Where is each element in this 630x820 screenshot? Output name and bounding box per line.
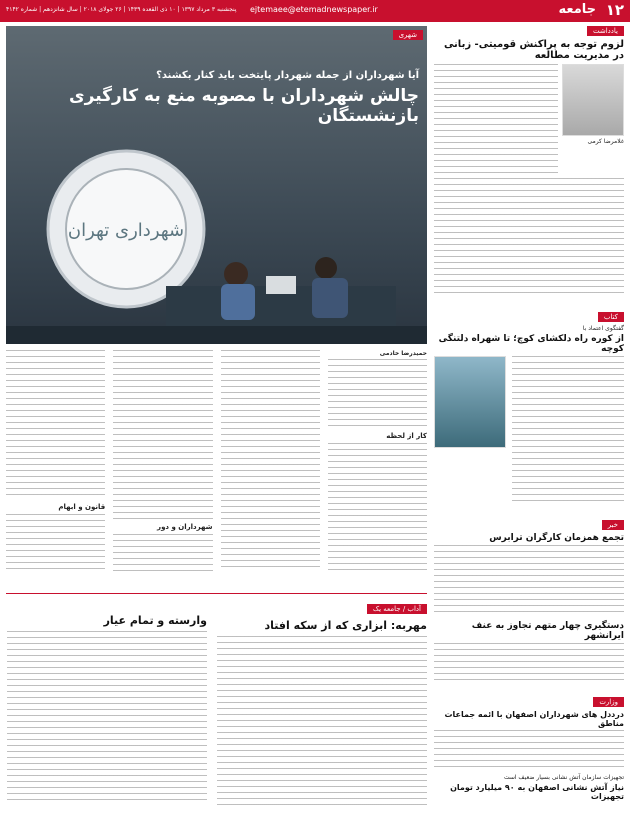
fifth-title: درددل های شهرداران اصفهان با ائمه جماعات مناطق	[444, 710, 624, 728]
second-title: از کوره راه دلکشای کوچ؛ تا شهراه دلتنگی کوچه	[438, 334, 624, 354]
fifth-body-text	[434, 730, 624, 770]
second-tag: کتاب	[598, 312, 624, 322]
workers-icon	[166, 246, 396, 326]
date-line: پنجشنبه ۳ مرداد ۱۳۹۷ | ۱۰ ذی القعده ۱۴۳۹ | ۲۶ جولای ۲۰۱۸ | سال شانزدهم | شماره ۴۱۴۲	[6, 6, 237, 13]
top-bar	[0, 0, 630, 22]
article-subhead-2: شهرداران و دور	[157, 523, 213, 531]
section-title: جامعه	[558, 2, 596, 17]
hero-photo	[6, 26, 427, 344]
right-column	[434, 26, 624, 803]
article-subhead-1: کار از لحظه	[386, 432, 427, 440]
bottom-divider	[6, 593, 427, 594]
second-kicker: گفتگوی اعتماد با	[582, 325, 624, 332]
article-subhead-3: قانون و ابهام	[58, 503, 106, 511]
sixth-kicker: تجهیزات سازمان آتش نشانی بسیار ضعیف است	[503, 774, 624, 781]
third-body-text	[434, 545, 624, 615]
article-col-1a	[328, 359, 427, 429]
article-col-4a	[6, 350, 105, 500]
article-col-3b	[113, 534, 212, 574]
hero-kicker: آیا شهرداران از جمله شهردار پایتخت باید کنار بکشند؟	[156, 70, 419, 81]
fourth-body-text	[434, 643, 624, 683]
article-col-4b	[6, 514, 105, 574]
right-title: لزوم توجه به پراکنش قومیتی- زبانی در مدیریت مطالعه	[443, 39, 624, 61]
article-byline: حمیدرضا خادمی	[379, 350, 427, 357]
bottom-section	[6, 596, 427, 806]
bottom-body-left	[7, 631, 207, 801]
bottom-tag: آداب / جامعه یک	[367, 604, 427, 614]
fifth-tag: وزارت	[593, 697, 624, 707]
bottom-title-left: وارسته و تمام عیار	[103, 614, 207, 627]
second-body-text	[512, 356, 624, 506]
bottom-body-right	[217, 636, 427, 806]
page-number: ۱۲	[605, 1, 624, 19]
sixth-title: نیاز آتش نشانی اصفهان به ۹۰ میلیارد تومان تجهیزات	[450, 783, 624, 801]
right-tag: یادداشت	[587, 26, 624, 36]
bottom-title-right: مهربه: ابزاری که از سکه افتاد	[264, 619, 427, 632]
main-article	[6, 350, 427, 574]
fourth-title: دستگیری چهار متهم تجاوز به عنف ایرانشهر	[471, 621, 624, 641]
third-title: تجمع همزمان کارگران ترابرس	[489, 533, 624, 543]
third-tag: خبر	[602, 520, 624, 530]
hero-tag: شهری	[393, 30, 423, 40]
article-col-1b	[328, 443, 427, 573]
railing	[6, 326, 427, 344]
right-body-text	[434, 64, 558, 174]
email-address: ejtemaee@etemadnewspaper.ir	[250, 5, 378, 14]
right-body-text-2	[434, 178, 624, 298]
hero-headline: چالش شهرداران با مصوبه منع به کارگیری بازنشستگان	[69, 86, 419, 126]
article-col-2	[221, 350, 320, 570]
author-name: غلامرضا کرمی	[587, 138, 624, 145]
book-cover-image	[434, 356, 506, 448]
author-photo	[562, 64, 624, 136]
sign-text: شهرداری تهران	[67, 220, 185, 241]
article-col-3a	[113, 350, 212, 520]
